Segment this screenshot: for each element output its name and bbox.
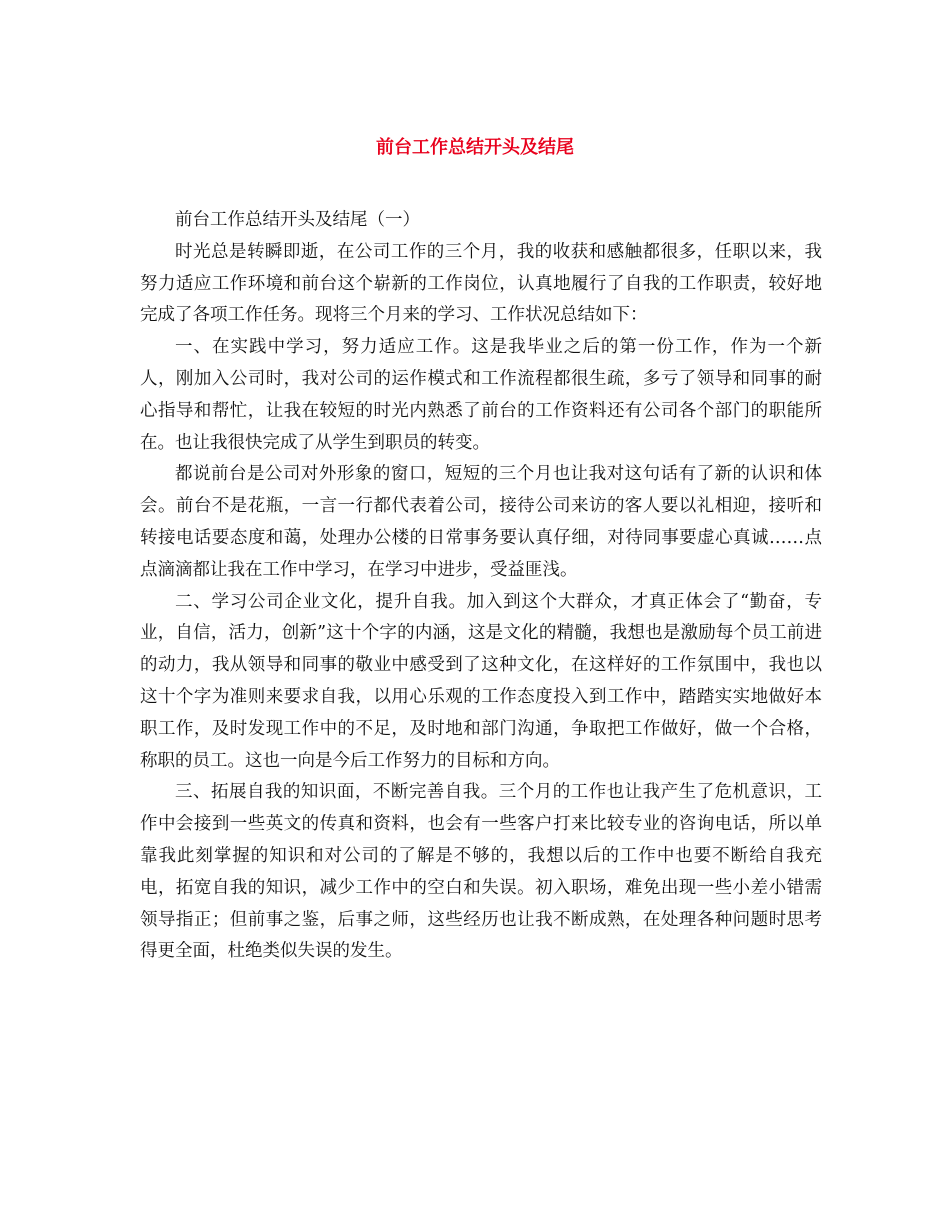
paragraph-intro: 时光总是转瞬即逝，在公司工作的三个月，我的收获和感触都很多，任职以来，我努力适应工作环境和前台这个崭新的工作岗位，认真地履行了自我的工作职责，较好地完成了各项工作任务。现将三个月来的学习、工作状况总结如下：: [140, 241, 822, 326]
document-title: 前台工作总结开头及结尾: [376, 137, 574, 158]
paragraph-section-1: 一、在实践中学习，努力适应工作。这是我毕业之后的第一份工作，作为一个新人，刚加入公司时，我对公司的运作模式和工作流程都很生疏，多亏了领导和同事的耐心指导和帮忙，让我在较短的时光内熟悉了前台的工作资料还有公司各个部门的职能所在。也让我很快完成了从学生到职员的转变。: [140, 337, 822, 453]
paragraph-front-desk: 都说前台是公司对外形象的窗口，短短的三个月也让我对这句话有了新的认识和体会。前台不是花瓶，一言一行都代表着公司，接待公司来访的客人要以礼相迎，接听和转接电话要态度和蔼，处理办公楼的日常事务要认真仔细，对待同事要虚心真诚……点点滴滴都让我在工作中学习，在学习中进步，受益匪浅。: [140, 464, 822, 580]
paragraph-section-3: 三、拓展自我的知识面，不断完善自我。三个月的工作也让我产生了危机意识，工作中会接到一些英文的传真和资料，也会有一些客户打来比较专业的咨询电话，所以单靠我此刻掌握的知识和对公司的了解是不够的，我想以后的工作中也要不断给自我充电，拓宽自我的知识，减少工作中的空白和失误。初入职场，难免出现一些小差小错需领导指正；但前事之鉴，后事之师，这些经历也让我不断成熟，在处理各种问题时思考得更全面，杜绝类似失误的发生。: [140, 782, 822, 962]
document-body: [140, 205, 822, 968]
paragraph-section-2: 二、学习公司企业文化，提升自我。加入到这个大群众，才真正体会了“勤奋，专业，自信，活力，创新”这十个字的内涵，这是文化的精髓，我想也是激励每个员工前进的动力，我从领导和同事的敬业中感受到了这种文化，在这样好的工作氛围中，我也以这十个字为准则来要求自我，以用心乐观的工作态度投入到工作中，踏踏实实地做好本职工作，及时发现工作中的不足，及时地和部门沟通，争取把工作做好，做一个合格，称职的员工。这也一向是今后工作努力的目标和方向。: [140, 591, 822, 771]
section-heading: 前台工作总结开头及结尾（一）: [175, 210, 420, 230]
